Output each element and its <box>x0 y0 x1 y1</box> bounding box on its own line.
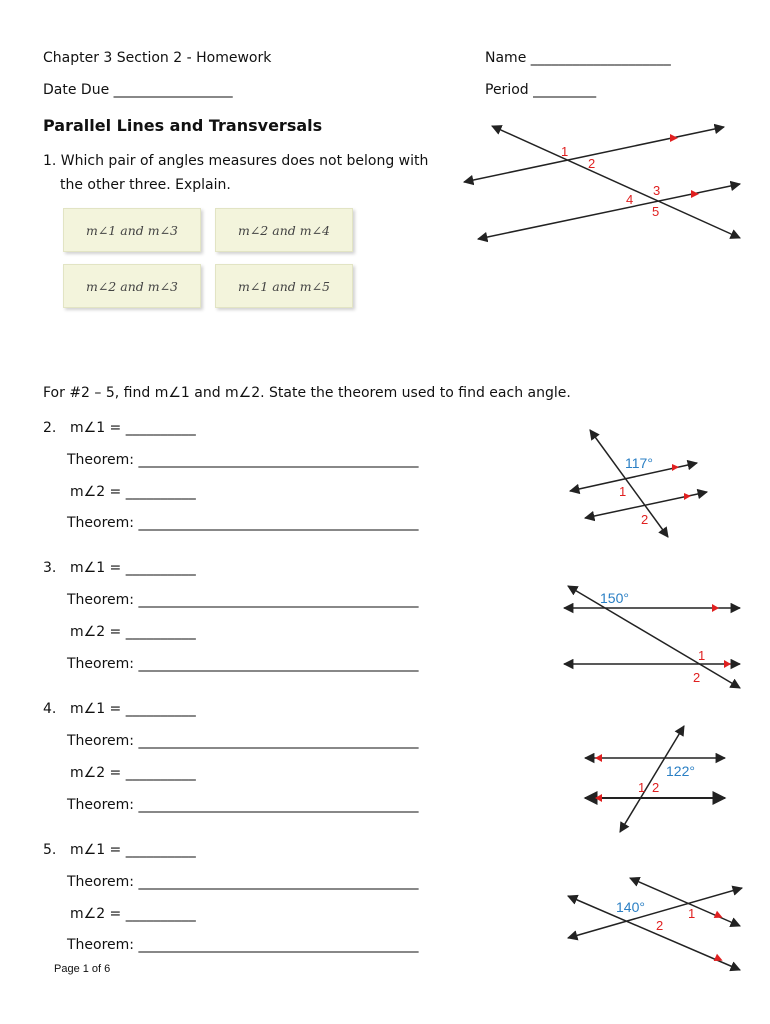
p2-number: 2. <box>43 420 57 436</box>
p3-parallel-mark-bottom <box>724 660 731 668</box>
p4-m2-field[interactable]: m∠2 = __________ <box>70 765 196 781</box>
p2-parallel-mark-bottom <box>684 493 691 500</box>
p3-transversal <box>568 586 740 688</box>
p4-theorem1-field[interactable]: Theorem: ________________________________________ <box>67 733 419 749</box>
p3-angle-label-1: 1 <box>698 648 706 663</box>
p3-theorem1-field[interactable]: Theorem: ________________________________________ <box>67 592 419 608</box>
p2-given-angle: 117° <box>625 455 653 471</box>
q1-option-3[interactable]: m∠2 and m∠3 <box>63 264 201 308</box>
q1-angle-label-4: 4 <box>626 192 634 207</box>
p2-angle-label-1: 1 <box>619 484 627 499</box>
p4-given-angle: 122° <box>666 763 695 779</box>
q1-parallel-line-top <box>464 127 724 182</box>
p2-angle-label-2: 2 <box>641 512 649 527</box>
p4-transversal <box>620 726 684 832</box>
p4-angle-label-1: 1 <box>638 780 646 795</box>
p3-theorem2-field[interactable]: Theorem: ________________________________________ <box>67 656 419 672</box>
p3-m2-field[interactable]: m∠2 = __________ <box>70 624 196 640</box>
p2-parallel-mark-top <box>672 464 679 471</box>
q1-parallel-mark-top <box>670 134 678 142</box>
p5-transversal <box>568 888 742 938</box>
q1-text-line1: 1. Which pair of angles measures does not belong with <box>43 153 429 169</box>
p5-theorem1-field[interactable]: Theorem: ________________________________________ <box>67 874 419 890</box>
name-field[interactable]: Name ____________________ <box>485 50 671 66</box>
p4-parallel-mark-bottom <box>595 794 602 802</box>
p3-given-angle: 150° <box>600 590 629 606</box>
p5-parallel-mark-top <box>714 911 725 922</box>
q1-angle-label-3: 3 <box>653 183 661 198</box>
p4-number: 4. <box>43 701 57 717</box>
q1-diagram <box>460 118 760 258</box>
q1-angle-label-5: 5 <box>652 204 660 219</box>
p3-angle-label-2: 2 <box>693 670 701 685</box>
q1-angle-label-1: 1 <box>561 144 569 159</box>
p5-parallel-line-top <box>630 878 740 926</box>
p5-m1-field[interactable]: m∠1 = __________ <box>70 842 196 858</box>
date-due-field[interactable]: Date Due _________________ <box>43 82 233 98</box>
p2-diagram <box>565 420 725 550</box>
chapter-label: Chapter 3 Section 2 - Homework <box>43 50 272 66</box>
period-field[interactable]: Period _________ <box>485 82 597 98</box>
p5-parallel-line-bottom <box>568 896 740 970</box>
p4-parallel-mark-top <box>595 754 602 762</box>
p5-diagram <box>560 868 750 978</box>
p2-m1-field[interactable]: m∠1 = __________ <box>70 420 196 436</box>
p5-angle-label-1: 1 <box>688 906 696 921</box>
q1-text-line2: the other three. Explain. <box>60 177 231 193</box>
q1-parallel-mark-bottom <box>691 190 699 198</box>
p2-theorem1-field[interactable]: Theorem: ________________________________________ <box>67 452 419 468</box>
p4-angle-label-2: 2 <box>652 780 660 795</box>
p3-diagram <box>560 578 750 698</box>
p3-number: 3. <box>43 560 57 576</box>
q1-option-4[interactable]: m∠1 and m∠5 <box>215 264 353 308</box>
p3-parallel-mark-top <box>712 604 719 612</box>
p5-theorem2-field[interactable]: Theorem: ________________________________________ <box>67 937 419 953</box>
q1-parallel-line-bottom <box>478 184 740 239</box>
q1-angle-label-2: 2 <box>588 156 596 171</box>
p4-theorem2-field[interactable]: Theorem: ________________________________________ <box>67 797 419 813</box>
q1-transversal <box>492 126 740 238</box>
q1-option-2[interactable]: m∠2 and m∠4 <box>215 208 353 252</box>
page-title: Parallel Lines and Transversals <box>43 116 323 135</box>
page-number: Page 1 of 6 <box>54 963 111 975</box>
p4-diagram <box>580 722 740 842</box>
p5-angle-label-2: 2 <box>656 918 664 933</box>
p4-m1-field[interactable]: m∠1 = __________ <box>70 701 196 717</box>
p5-m2-field[interactable]: m∠2 = __________ <box>70 906 196 922</box>
p2-m2-field[interactable]: m∠2 = __________ <box>70 484 196 500</box>
instructions: For #2 – 5, find m∠1 and m∠2. State the theorem used to find each angle. <box>43 385 571 401</box>
p5-number: 5. <box>43 842 57 858</box>
p5-given-angle: 140° <box>616 899 645 915</box>
p3-m1-field[interactable]: m∠1 = __________ <box>70 560 196 576</box>
p2-theorem2-field[interactable]: Theorem: ________________________________________ <box>67 515 419 531</box>
q1-option-1[interactable]: m∠1 and m∠3 <box>63 208 201 252</box>
